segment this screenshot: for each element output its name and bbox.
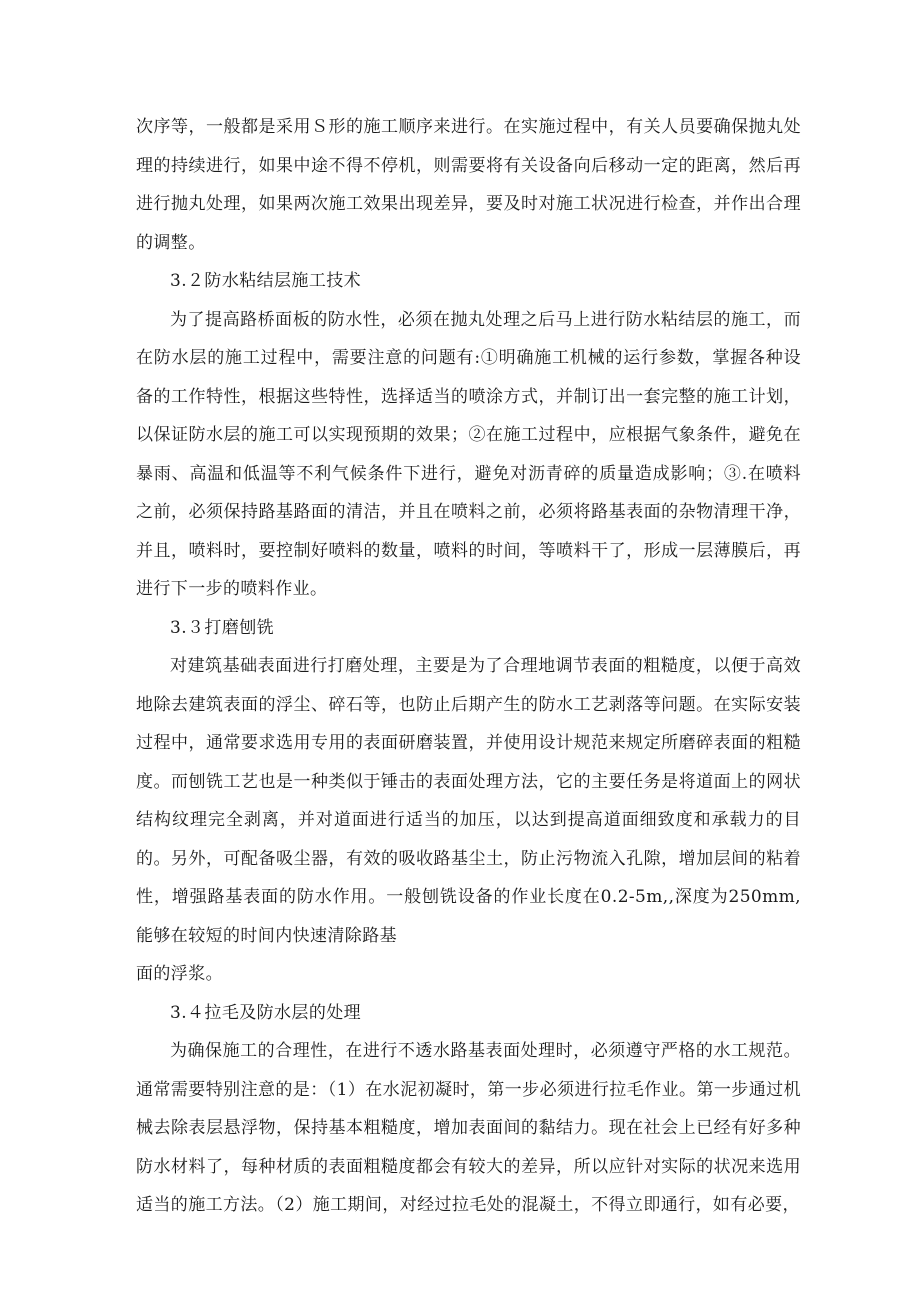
document-body (136, 108, 801, 1225)
paragraph-roughening: 为确保施工的合理性，在进行不透水路基表面处理时，必须遵守严格的水工规范。通常需要特别注意的是：（1）在水泥初凝时，第一步必须进行拉毛作业。第一步通过机械去除表层悬浮物，保持基本粗糙度，增加表面间的黏结力。现在社会上已经有好多种防水材料了，每种材质的表面粗糙度都会有较大的差异，所以应针对实际的状况来选用适当的施工方法。（2）施工期间，对经过拉毛处的混凝土，不得立即通行，如有必要， (136, 1041, 801, 1215)
paragraph-grinding-milling: 对建筑基础表面进行打磨处理，主要是为了合理地调节表面的粗糙度，以便于高效地除去建筑表面的浮尘、碎石等，也防止后期产生的防水工艺剥落等问题。在实际安装过程中，通常要求选用专用的表面研磨装置，并使用设计规范来规定所磨碎表面的粗糙度。而刨铣工艺也是一种类似于锤击的表面处理方法，它的主要任务是将道面上的网状结构纹理完全剥离，并对道面进行适当的加压，以达到提高道面细致度和承载力的目的。另外，可配备吸尘器，有效的吸收路基尘土，防止污物流入孔隙，增加层间的粘着性，增强路基表面的防水作用。一般刨铣设备的作业长度在0.2-5m,,深度为250mm,能够在较短的时间内快速清除路基 (136, 656, 801, 946)
section-heading-3-2: 3.２防水粘结层施工技术 (170, 271, 362, 291)
paragraph-waterproof-bonding: 为了提高路桥面板的防水性，必须在抛丸处理之后马上进行防水粘结层的施工，而在防水层的施工过程中，需要注意的问题有:①明确施工机械的运行参数，掌握各种设备的工作特性，根据这些特性，选择适当的喷涂方式，并制订出一套完整的施工计划，以保证防水层的施工可以实现预期的效果；②在施工过程中，应根据气象条件，避免在暴雨、高温和低温等不利气候条件下进行，避免对沥青碎的质量造成影响；③.在喷料之前，必须保持路基路面的清洁，并且在喷料之前，必须将路基表面的杂物清理干净，并且，喷料时，要控制好喷料的数量，喷料的时间，等喷料干了，形成一层薄膜后，再进行下一步的喷料作业。 (136, 309, 801, 599)
section-heading-3-4: 3.４拉毛及防水层的处理 (170, 1002, 362, 1023)
paragraph-continued: 次序等，一般都是采用Ｓ形的施工顺序来进行。在实施过程中，有关人员要确保抛丸处理的持续进行，如果中途不得不停机，则需要将有关设备向后移动一定的距离，然后再进行抛丸处理，如果两次施工效果出现差异，要及时对施工状况进行检查，并作出合理的调整。 (136, 117, 801, 253)
paragraph-fragment: 面的浮浆。 (136, 964, 223, 984)
section-heading-3-3: 3.３打磨刨铣 (170, 617, 275, 638)
